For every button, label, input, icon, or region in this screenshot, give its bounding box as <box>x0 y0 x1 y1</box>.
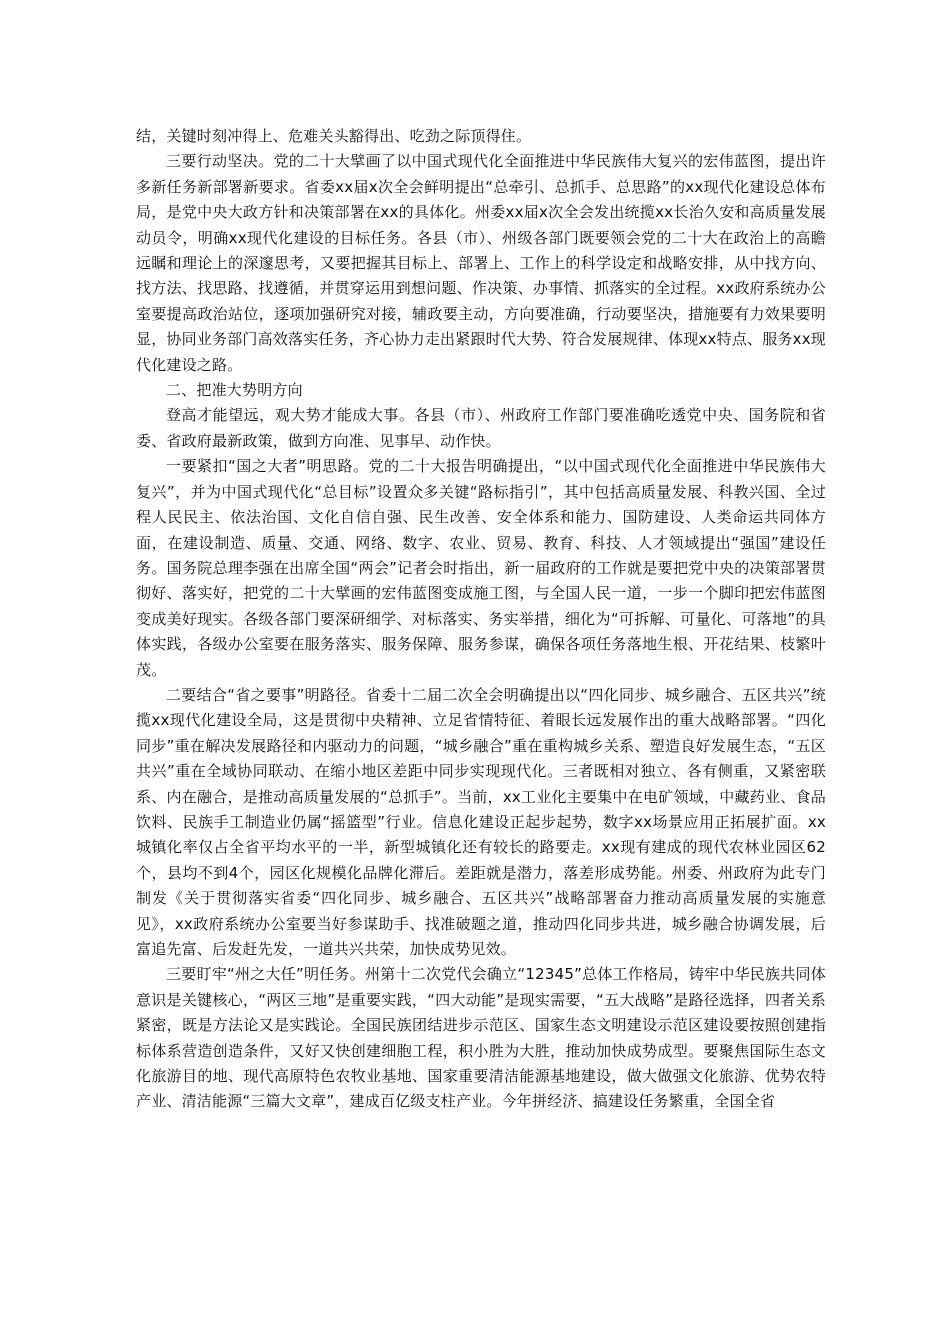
paragraph-5: 二要结合“省之要事”明路径。省委十二届二次全会明确提出以“四化同步、城乡融合、五区共兴”统揽xx现代化建设全局，这是贯彻中央精神、立足省情特征、着眼长远发展作出的重大战略部署。“四化同步”重在解决发展路径和内驱动力的问题，“城乡融合”重在重构城乡关系、塑造良好发展生态，“五区共兴”重在全域协同联动、在缩小地区差距中同步实现现代化。三者既相对独立、各有侧重，又紧密联系、内在融合，是推动高质量发展的“总抓手”。当前，xx工业化主要集中在电矿领域，中藏药业、食品饮料、民族手工制造业仍属“摇篮型”行业。信息化建设正起步起势，数字xx场景应用正拓展扩面。xx城镇化率仅占全省平均水平的一半，新型城镇化还有较长的路要走。xx现有建成的现代农林业园区62个，县均不到4个，园区化规模化品牌化滞后。差距就是潜力，落差形成势能。州委、州政府为此专门制发《关于贯彻落实省委“四化同步、城乡融合、五区共兴”战略部署奋力推动高质量发展的实施意见》，xx政府系统办公室要当好参谋助手、找准破题之道，推动四化同步共进，城乡融合协调发展，后富追先富、后发赶先发，一道共兴共荣，加快成势见效。 <box>136 685 826 958</box>
paragraph-4: 一要紧扣“国之大者”明思路。党的二十大报告明确提出，“以中国式现代化全面推进中华民族伟大复兴”，并为中国式现代化“总目标”设置众多关键“路标指引”，其中包括高质量发展、科教兴国、全过程人民民主、依法治国、文化自信自强、民生改善、安全体系和能力、国防建设、人类命运共同体方面，在建设制造、质量、交通、网络、数字、农业、贸易、教育、科技、人才领域提出“强国”建设任务。国务院总理李强在出席全国“两会”记者会时指出，新一届政府的工作就是要把党中央的决策部署贯彻好、落实好，把党的二十大擘画的宏伟蓝图变成施工图，与全国人民一道，一步一个脚印把宏伟蓝图变成美好现实。各级各部门要深研细学、对标落实、务实举措，细化为“可拆解、可量化、可落地”的具体实践，各级办公室要在服务落实、服务保障、服务参谋，确保各项任务落地生根、开花结果、枝繁叶茂。 <box>136 457 826 679</box>
paragraph-6: 三要盯牢“州之大任”明任务。州第十二次党代会确立“12345”总体工作格局，铸牢中华民族共同体意识是关键核心，“两区三地”是重要实践，“四大动能”是现实需要，“五大战略”是路径选择，四者关系紧密，既是方法论又是实践论。全国民族团结进步示范区、国家生态文明建设示范区建设要按照创建指标体系营造创造条件，又好又快创建细胞工程，积小胜为大胜，推动加快成势成型。要聚焦国际生态文化旅游目的地、现代高原特色农牧业基地、国家重要清洁能源基地建设，做大做强文化旅游、优势农特产业、清洁能源“三篇大文章”，建成百亿级支柱产业。今年拼经济、搞建设任务繁重，全国全省 <box>136 965 826 1111</box>
document-page <box>136 124 826 1115</box>
section-heading: 二、把准大势明方向 <box>166 381 303 400</box>
paragraph-3: 登高才能望远，观大势才能成大事。各县（市）、州政府工作部门要准确吃透党中央、国务院和省委、省政府最新政策，做到方向准、见事早、动作快。 <box>136 406 826 450</box>
paragraph-1: 结，关键时刻冲得上、危难关头豁得出、吃劲之际顶得住。 <box>136 127 532 145</box>
paragraph-2: 三要行动坚决。党的二十大擘画了以中国式现代化全面推进中华民族伟大复兴的宏伟蓝图，提出许多新任务新部署新要求。省委xx届x次全会鲜明提出“总牵引、总抓手、总思路”的xx现代化建设总体布局，是党中央大政方针和决策部署在xx的具体化。州委xx届x次全会发出统揽xx长治久安和高质量发展动员令，明确xx现代化建设的目标任务。各县（市）、州级各部门既要领会党的二十大在政治上的高瞻远瞩和理论上的深邃思考，又要把握其目标上、部署上、工作上的科学设定和战略安排，从中找方向、找方法、找思路、找遵循，并贯穿运用到想问题、作决策、办事情、抓落实的全过程。xx政府系统办公室要提高政治站位，逐项加强研究对接，辅政要主动，方向要准确，行动要坚决，措施要有力效果要明显，协同业务部门高效落实任务，齐心协力走出紧跟时代大势、符合发展规律、体现xx特点、服务xx现代化建设之路。 <box>136 152 826 374</box>
